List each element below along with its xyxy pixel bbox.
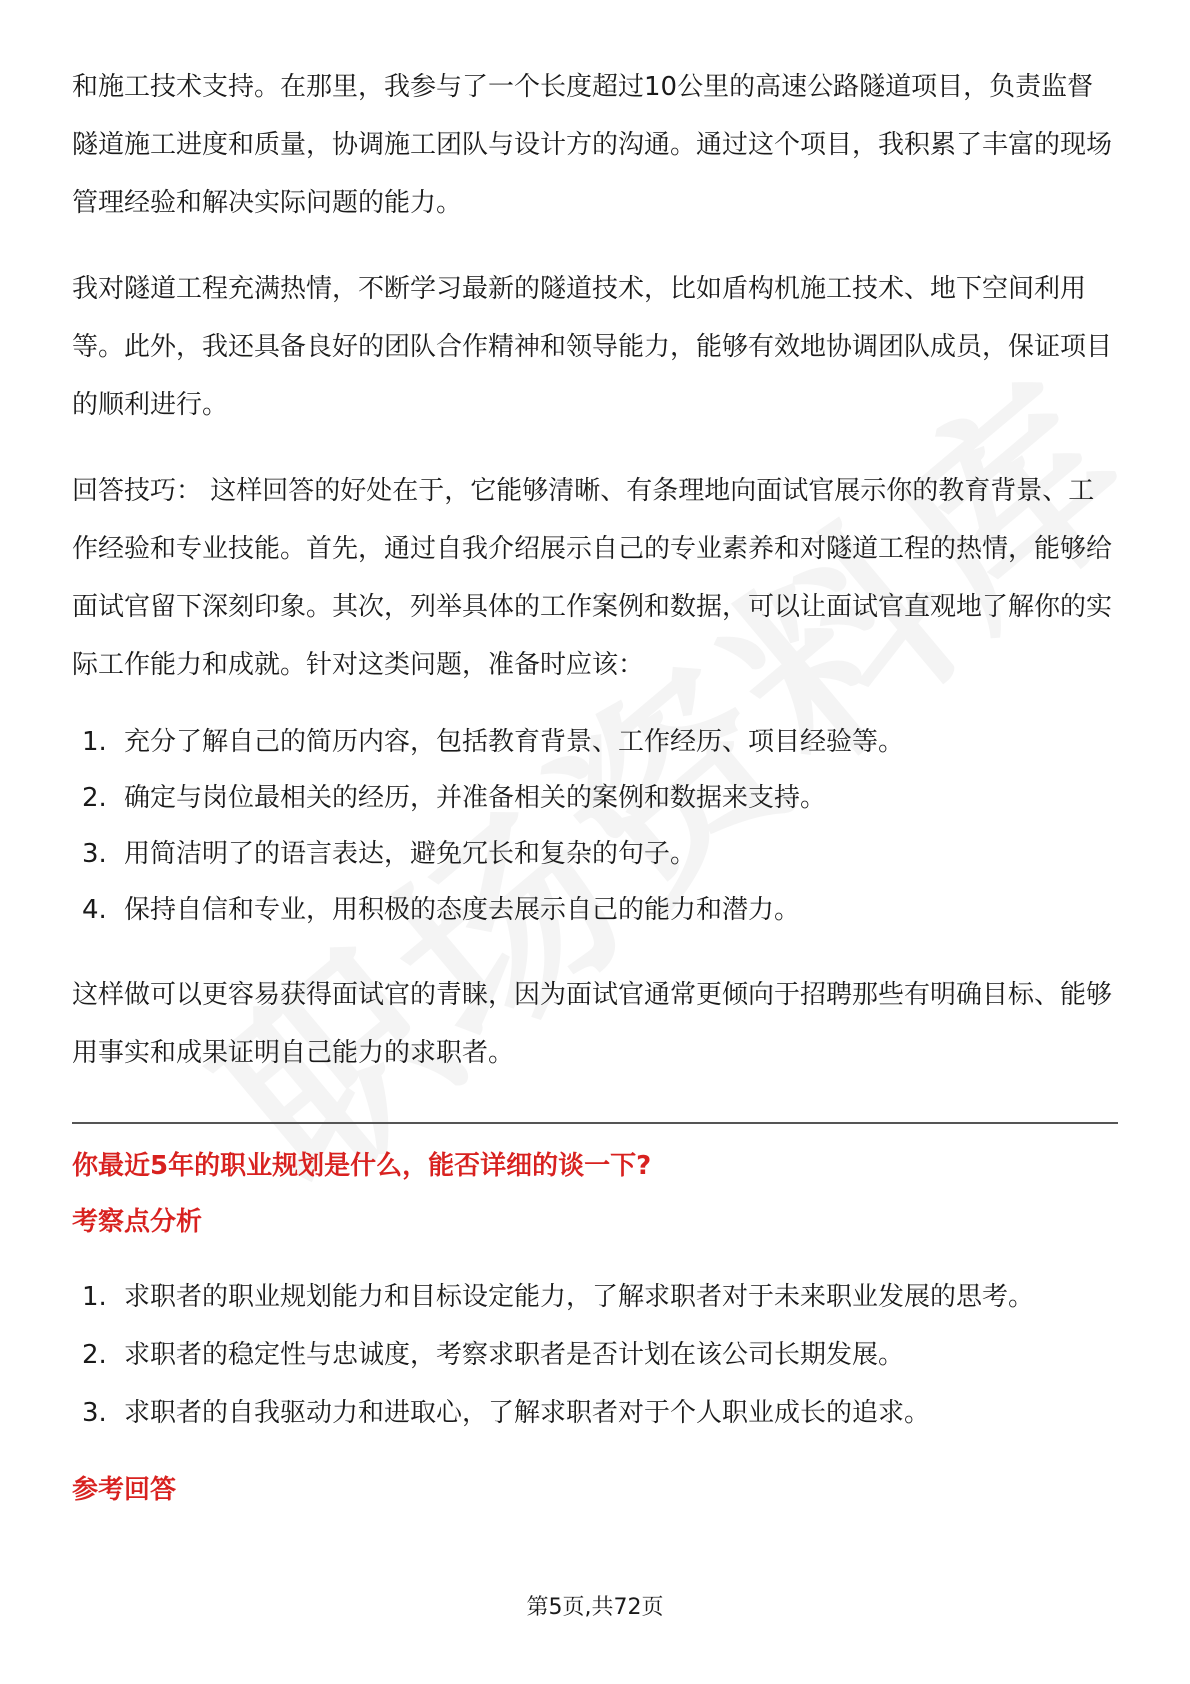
paragraph: 这样做可以更容易获得面试官的青睐，因为面试官通常更倾向于招聘那些有明确目标、能够用事实和成果证明自己能力的求职者。 bbox=[72, 980, 1113, 1068]
list-item bbox=[72, 882, 1118, 938]
list-item bbox=[72, 1268, 1118, 1326]
document-body bbox=[72, 58, 1118, 1516]
page-number: 第5页,共72页 bbox=[526, 1595, 664, 1620]
list-item-text: 确定与岗位最相关的经历，并准备相关的案例和数据来支持。 bbox=[124, 783, 827, 813]
list-item bbox=[72, 826, 1118, 882]
paragraph: 和施工技术支持。在那里，我参与了一个长度超过10公里的高速公路隧道项目，负责监督隧道施工进度和质量，协调施工团队与设计方的沟通。通过这个项目，我积累了丰富的现场管理经验和解决实际问题的能力。 bbox=[72, 72, 1113, 218]
tips-list bbox=[72, 714, 1118, 938]
question-heading: 你最近5年的职业规划是什么，能否详细的谈一下? bbox=[72, 1151, 652, 1181]
list-number: 2. bbox=[82, 1340, 107, 1370]
answer-tips-paragraph: 回答技巧： 这样回答的好处在于，它能够清晰、有条理地向面试官展示你的教育背景、工作经验和专业技能。首先，通过自我介绍展示自己的专业素养和对隧道工程的热情，能够给面试官留下深刻印象。其次，列举具体的工作案例和数据，可以让面试官直观地了解你的实际工作能力和成就。针对这类问题，准备时应该： bbox=[72, 476, 1113, 680]
list-number: 2. bbox=[82, 783, 107, 813]
analysis-list bbox=[72, 1268, 1118, 1442]
list-number: 1. bbox=[82, 727, 107, 757]
list-item bbox=[72, 1326, 1118, 1384]
list-item-text: 充分了解自己的简历内容，包括教育背景、工作经历、项目经验等。 bbox=[124, 727, 905, 757]
list-item bbox=[72, 714, 1118, 770]
list-item bbox=[72, 770, 1118, 826]
list-item-text: 用简洁明了的语言表达，避免冗长和复杂的句子。 bbox=[124, 839, 697, 869]
analysis-heading: 考察点分析 bbox=[72, 1207, 203, 1237]
list-item bbox=[72, 1384, 1118, 1442]
list-number: 1. bbox=[82, 1282, 107, 1312]
reference-answer-heading: 参考回答 bbox=[72, 1475, 177, 1505]
list-item-text: 求职者的稳定性与忠诚度，考察求职者是否计划在该公司长期发展。 bbox=[124, 1340, 905, 1370]
list-number: 4. bbox=[82, 895, 107, 925]
divider bbox=[72, 1122, 1118, 1124]
list-item-text: 保持自信和专业，用积极的态度去展示自己的能力和潜力。 bbox=[124, 895, 801, 925]
list-item-text: 求职者的自我驱动力和进取心，了解求职者对于个人职业成长的追求。 bbox=[124, 1398, 931, 1428]
list-number: 3. bbox=[82, 839, 107, 869]
paragraph: 我对隧道工程充满热情，不断学习最新的隧道技术，比如盾构机施工技术、地下空间利用等。此外，我还具备良好的团队合作精神和领导能力，能够有效地协调团队成员，保证项目的顺利进行。 bbox=[72, 274, 1113, 420]
list-item-text: 求职者的职业规划能力和目标设定能力，了解求职者对于未来职业发展的思考。 bbox=[124, 1282, 1035, 1312]
list-number: 3. bbox=[82, 1398, 107, 1428]
